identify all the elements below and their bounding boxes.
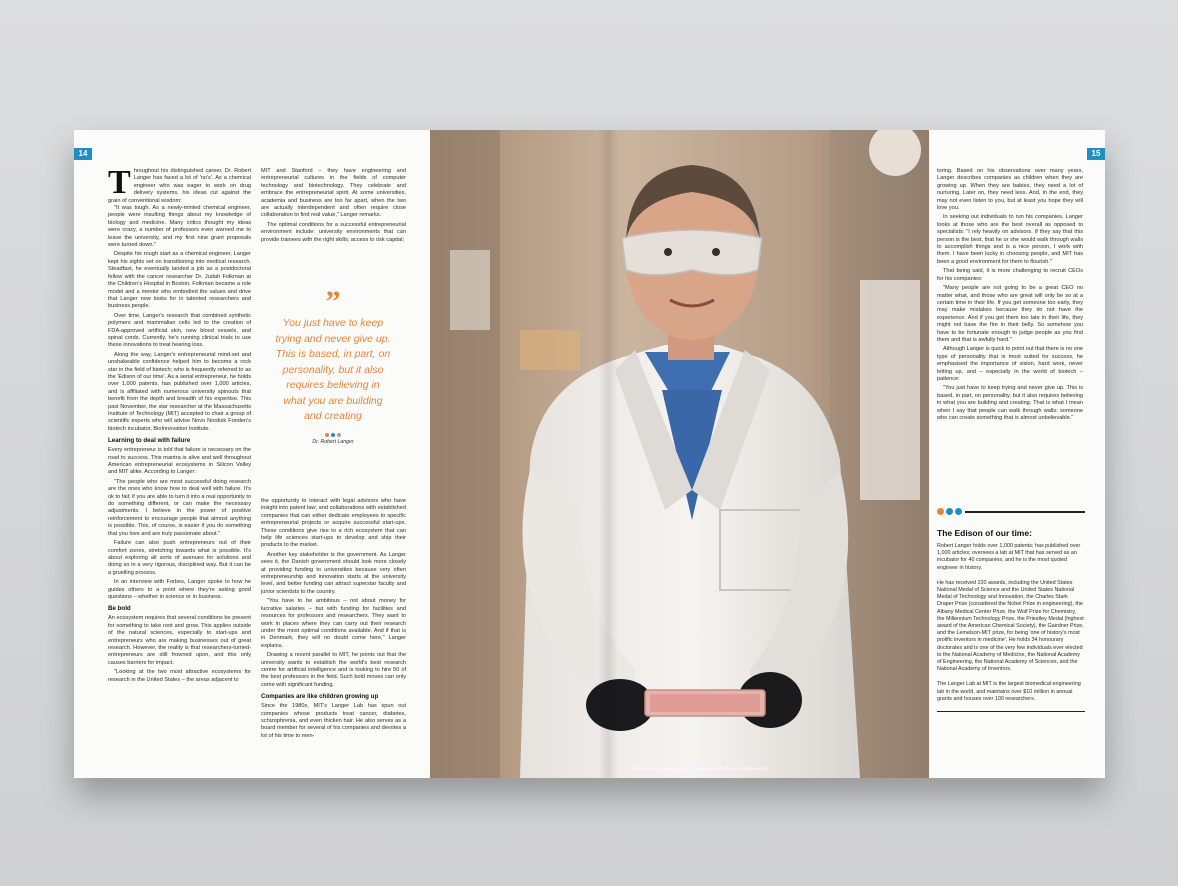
portrait-photo [430, 130, 929, 778]
body-paragraph: Despite his rough start as a chemical engineer, Langer kept his sights set on transitioning into medical research. Steadfast, he eventually landed a job as a postdoctoral fellow with the cancer researcher Dr. Judah Folkman at the Children's Hospital in Boston. Folkman became a role model and a mentor who embodied the values and drive that Langer now looks for in talented researchers and business people. [108, 251, 251, 310]
body-paragraph: In an interview with Forbes, Langer spoke to how he guides others to a point where they're asking good questions – whether in science or in business. [108, 579, 251, 600]
body-paragraph: toring. Based on his observations over many years, Langer describes companies as children when they are growing up. When they are babies, they need a lot of nurturing. Later on, they need less. And, in the end, they may not even listen to you, but at least you hope they will love you. [937, 168, 1083, 212]
page-number-right: 15 [1087, 148, 1105, 160]
body-paragraph: "Many people are not going to be a great CEO no matter what, and those who are great will only be so at a certain time in their life. If you get someone too early, they may make mistakes because they do not have the experience. And if you get them too late in their life, they might not have the fire in their belly. So somehow you have to be fortunate enough to judge people as you find them and that is awfully hard." [937, 285, 1083, 343]
intro-paragraph [108, 164, 251, 205]
body-paragraph: Since the 1980s, MIT's Langer Lab has spun out companies whose products treat cancer, diabetes, schizophrenia, and even thicken hair. He also serves as a board member for several of his companies and devotes a lot of his time to men- [261, 703, 406, 739]
page-number-left: 14 [74, 148, 92, 160]
dot-icon [955, 508, 962, 515]
body-paragraph: Along the way, Langer's entrepreneurial mind-set and unshakeable confidence helped him to become a rock star in the field of biotech; who is frequently referred to as the 'Edison of our time'. As a serial entrepreneur, he holds over 1,000 patents, has published over 1,000 articles, and is affiliated with numerous university spinouts that benefit from the depth and breadth of his expertise. This past November, the star researcher at the Massachusetts Institute of Technology (MIT) accepted to chair a group of scientific experts who will advise Novo Nordisk Fonden's biotech incubator, BioInnovation Institute. [108, 351, 251, 432]
intro-text: hroughout his distinguished career, Dr. Robert Langer has faced a lot of 'no's'. As a chemical engineer who was eager to work on drug delivery systems, his ideas cut against the grain of conventional wisdom: [108, 168, 251, 204]
body-paragraph: That being said, it is more challenging to recruit CEOs for his companies: [937, 268, 1083, 282]
body-paragraph: Failure can also push entrepreneurs out of their comfort zones, stretching towards what is possible. It's about exploring all sorts of avenues for solutions and doing so in a very rigorous, disciplined way. But it can be a gruelling process. [108, 540, 251, 576]
quote-mark-icon: ” [325, 285, 341, 318]
body-paragraph: "You just have to keep trying and never give up. This is based, in part, on personality, but it also requires believing in what you are building and creating. That is what I mean when I say that people can walk through walls: someone who can create something that is almost unbelievable." [937, 385, 1083, 421]
right-page-column [937, 168, 1083, 424]
body-paragraph: Another key stakeholder is the government. As Langer sees it, the Danish government should look more closely at providing funding to universities because very often entrepreneurship and innovation starts at the university level, and better funding can attract superstar faculty and junior scientists to the country. [261, 551, 406, 595]
fact-box [937, 508, 1085, 712]
body-paragraph: Drawing a recent parallel to MIT, he points out that the university wants to establish the world's best research centre for artificial intelligence and is looking to hire 50 of the best professors in the field. Such bold moves can only come with significant funding. [261, 652, 406, 688]
body-paragraph: the opportunity to interact with legal advisors who have insight into patent law; and collaborations with established companies that can either dedicate employees to specific entrepreneurial projects or acquire successful start-ups. These conditions give rise to a rich ecosystem that can help life sciences start-ups to develop and ship their products to the market. [261, 498, 406, 549]
right-column-top [261, 168, 406, 246]
quote-author: Dr. Robert Langer [312, 438, 354, 445]
dot-icon [331, 433, 335, 437]
dot-icon [325, 433, 329, 437]
left-column [108, 164, 251, 686]
dot-icon [937, 508, 944, 515]
body-paragraph: The optimal conditions for a successful entrepreneurial environment include: university environments that can provide trainees with the right skills; access to risk capital; [261, 221, 406, 243]
divider [937, 711, 1085, 712]
body-paragraph: An ecosystem requires that several conditions be present for something to take root and grow. This applies outside of the natural sciences, especially to start-ups and entrepreneurs who are making businesses out of great research. However, the reality is that researchers-turned-entrepreneurs are still frowned upon, and this only causes barriers for impact. [108, 615, 251, 666]
drop-cap: T [108, 164, 131, 201]
magazine-spread [74, 130, 1105, 778]
scientist-illustration [430, 130, 929, 778]
dot-icon [337, 433, 341, 437]
fact-box-title: The Edison of our time: [937, 528, 1032, 538]
fact-paragraph: Robert Langer holds over 1,000 patents; has published over 1,000 articles; oversees a lab at MIT that has served as an incubator for 40 companies; and he is the most quoted engineer in history. [937, 543, 1081, 571]
divider [965, 511, 1085, 513]
section-heading: Companies are like children growing up [261, 693, 379, 701]
body-paragraph: Over time, Langer's research that combined synthetic polymers and mammalian cells led to the creation of FDA-approved artificial skin, new blood vessels, and spinal cords. Currently, he's running clinical trials to use these innovations to treat hearing loss. [108, 312, 251, 349]
section-heading: Learning to deal with failure [108, 437, 191, 445]
body-paragraph: MIT and Stanford – they have engineering and entrepreneurial cultures in the fields of computer technology and biotechnology. They celebrate and embrace the entrepreneurial spirit. At some universities, academia and business are too far apart, when the two are actually interdependent and often require close collaboration to find real value," Langer remarks. [261, 168, 406, 219]
photo-caption: Photo credit: Langer Lab, MIT Department of Chemical Engineering [630, 766, 768, 771]
fact-paragraph: He has received 220 awards, including the United States National Medal of Science and the United States National Medal of Technology and Innovation, the Charles Stark Draper Prize (considered the Nobel Prize in engineering), the Albany Medical Center Prize, the Wolf Prize for Chemistry, the Millennium Technology Prize, the Priestley Medal (highest award of the American Chemical Society), the Gairdner Prize, and the Lemelson-MIT prize, for being 'one of history's most prolific inventors in medicine'. He holds 34 honourary doctorates and is one of the very few individuals ever elected to the National Academy of Medicine, the National Academy of Engineering, the National Academy of Sciences, and the National Academy of Inventors. [937, 579, 1084, 673]
right-column-bottom [261, 498, 406, 742]
section-heading: Be bold [108, 605, 131, 613]
pull-quote-text: You just have to keep trying and never give up. This is based, in part, on personality, but it also requires believing in what you are building and creating [275, 317, 391, 422]
dot-icon [946, 508, 953, 515]
decorative-dots [274, 433, 392, 437]
body-paragraph: "You have to be ambitious – not about money for lucrative salaries – but with funding for facilities and resources for professors and researchers. They want to work in places where they can carry out their research under the most optimal conditions available. And if that is in Denmark, they will no doubt come here," Langer explains. [261, 598, 406, 649]
body-paragraph: Every entrepreneur is told that failure is necessary on the road to success. This mantra is alive and well throughout American entrepreneurial ecosystems in Silicon Valley and MIT alike. According to Langer: [108, 447, 251, 476]
body-paragraph: "It was tough. As a newly-minted chemical engineer, people were insulting things about my knowledge of biology and medicine. Many critics thought my ideas were crazy, a number of professors even warned me to leave the university, and my first nine grant proposals were turned down." [108, 205, 251, 249]
body-paragraph: "The people who are most successful doing research are the ones who know how to deal well with failure. It's ok to fail; if you are able to turn it into a real opportunity to do something different, or can make the necessary adjustments. I believe in the power of positive reinforcement to encourage people that almost anything is possible. This, of course, is easier if you do something that you love and are truly passionate about." [108, 478, 251, 537]
body-paragraph: "Looking at the two most attractive ecosystems for research in the United States – the areas adjacent to [108, 669, 251, 683]
left-page [74, 130, 430, 778]
body-paragraph: In seeking out individuals to run his companies, Langer looks at those who are the best overall as opposed to specialists: "I rely heavily on advisors. If they say that this person is the best, that he or she would walk through walls to accomplish things and is a nice person, I work with them. I have been lucky in choosing people, and MIT has been a good environment for them to flourish." [937, 214, 1083, 265]
fact-paragraph: The Langer Lab at MIT is the largest biomedical engineering lab in the world, and maintains over $10 million in annual grants and houses over 100 researchers. [937, 681, 1081, 702]
right-page [929, 130, 1105, 778]
pull-quote [274, 285, 392, 446]
body-paragraph: Although Langer is quick to point out that there is no one type of personality that is most suited for success, he emphasised the importance of vision, hard work, never letting up, and – especially in the world of biotech – patience: [937, 346, 1083, 382]
